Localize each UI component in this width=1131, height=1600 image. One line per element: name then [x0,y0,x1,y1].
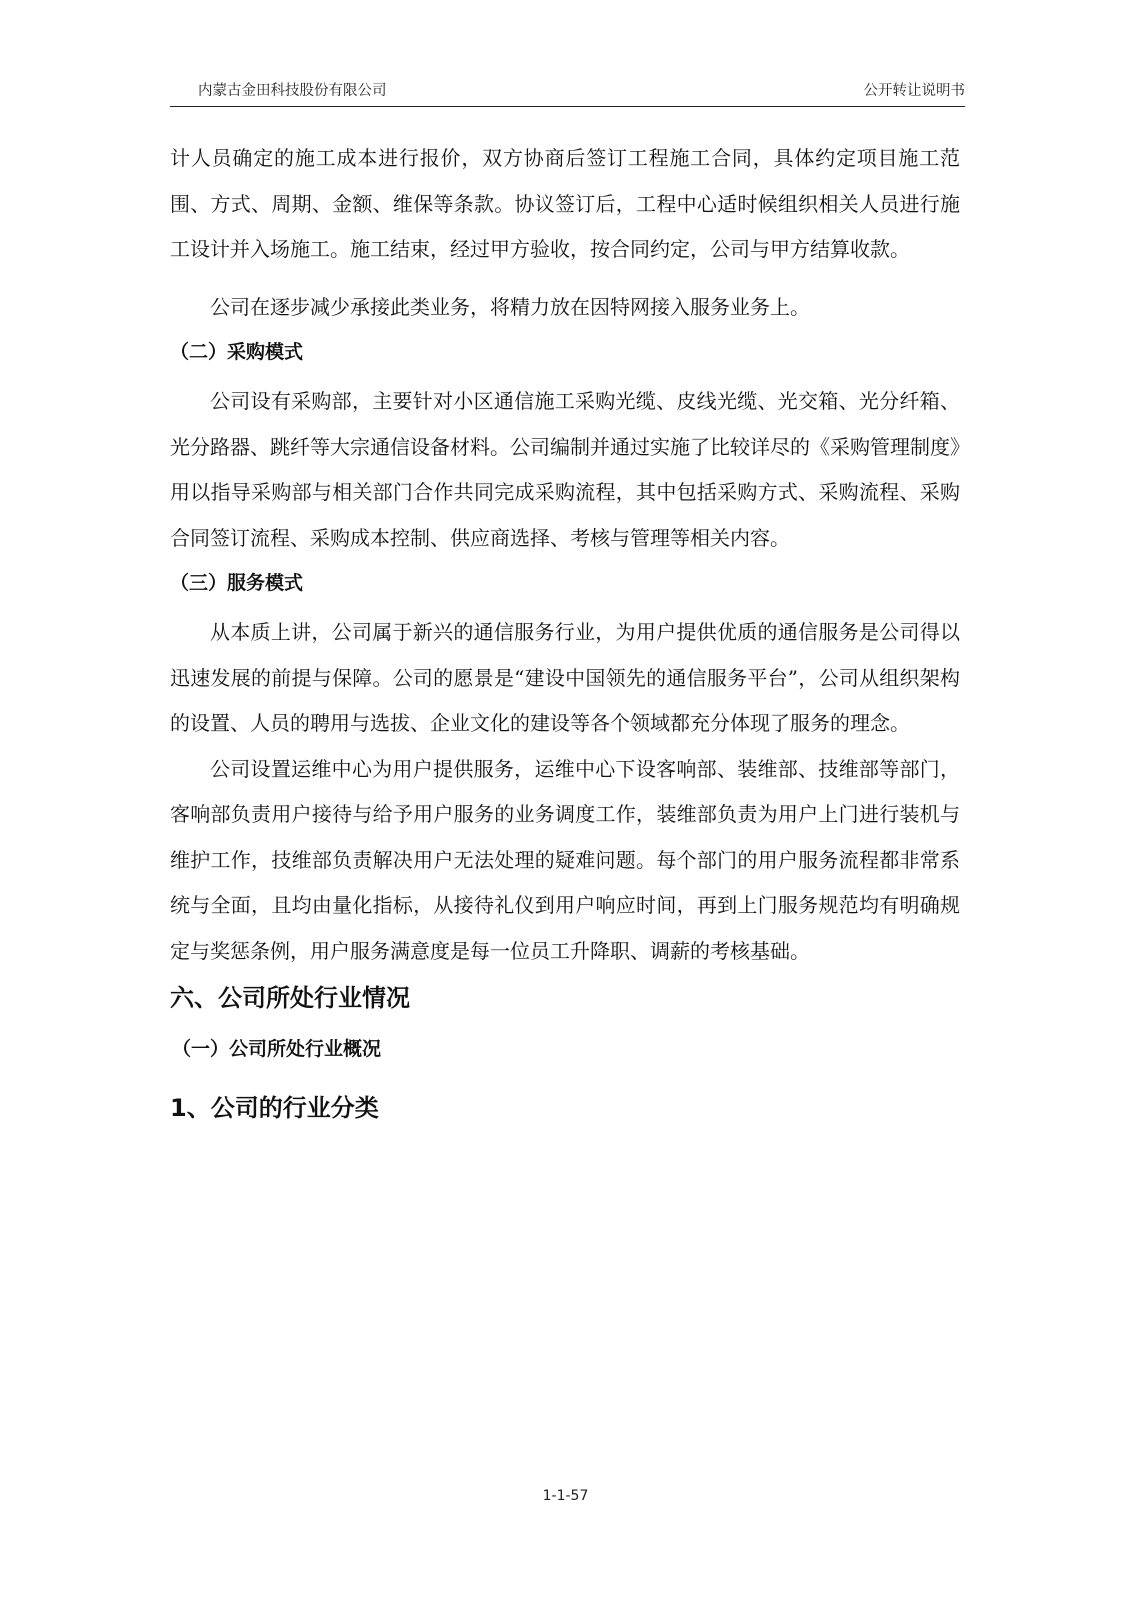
page-number: 1-1-57 [542,1488,589,1504]
paragraph-service-operations: 公司设置运维中心为用户提供服务，运维中心下设客响部、装维部、技维部等部门，客响部负责用户接待与给予用户服务的业务调度工作，装维部负责为用户上门进行装机与维护工作，技维部负责解决用户无法处理的疑难问题。每个部门的用户服务流程都非常系统与全面，且均由量化指标，从接待礼仪到用户响应时间，再到上门服务规范均有明确规定与奖惩条例，用户服务满意度是每一位员工升降职、调薪的考核基础。 [170,756,960,963]
heading-industry-classification: 1、公司的行业分类 [170,1094,379,1122]
header-document-title: 公开转让说明书 [863,83,965,99]
heading-service-model: （三）服务模式 [170,572,304,594]
paragraph-service-vision: 从本质上讲，公司属于新兴的通信服务行业，为用户提供优质的通信服务是公司得以迅速发展的前提与保障。公司的愿景是“建设中国领先的通信服务平台”，公司从组织架构的设置、人员的聘用与选拔、企业文化的建设等各个领域都充分体现了服务的理念。 [170,620,960,735]
heading-procurement-model: （二）采购模式 [170,341,304,363]
paragraph-business-shift: 公司在逐步减少承接此类业务，将精力放在因特网接入服务业务上。 [210,294,810,319]
page-header [170,76,965,107]
paragraph-construction-process: 计人员确定的施工成本进行报价，双方协商后签订工程施工合同，具体约定项目施工范围、方式、周期、金额、维保等条款。协议签订后，工程中心适时候组织相关人员进行施工设计并入场施工。施工结束，经过甲方验收，按合同约定，公司与甲方结算收款。 [170,146,960,261]
paragraph-procurement: 公司设有采购部，主要针对小区通信施工采购光缆、皮线光缆、光交箱、光分纤箱、光分路器、跳纤等大宗通信设备材料。公司编制并通过实施了比较详尽的《采购管理制度》用以指导采购部与相关部门合作共同完成采购流程，其中包括采购方式、采购流程、采购合同签订流程、采购成本控制、供应商选择、考核与管理等相关内容。 [170,389,960,550]
page-body [170,136,960,1140]
heading-section-industry: 六、公司所处行业情况 [170,984,410,1012]
header-company-name: 内蒙古金田科技股份有限公司 [198,83,387,99]
heading-industry-overview: （一）公司所处行业概况 [172,1038,382,1060]
